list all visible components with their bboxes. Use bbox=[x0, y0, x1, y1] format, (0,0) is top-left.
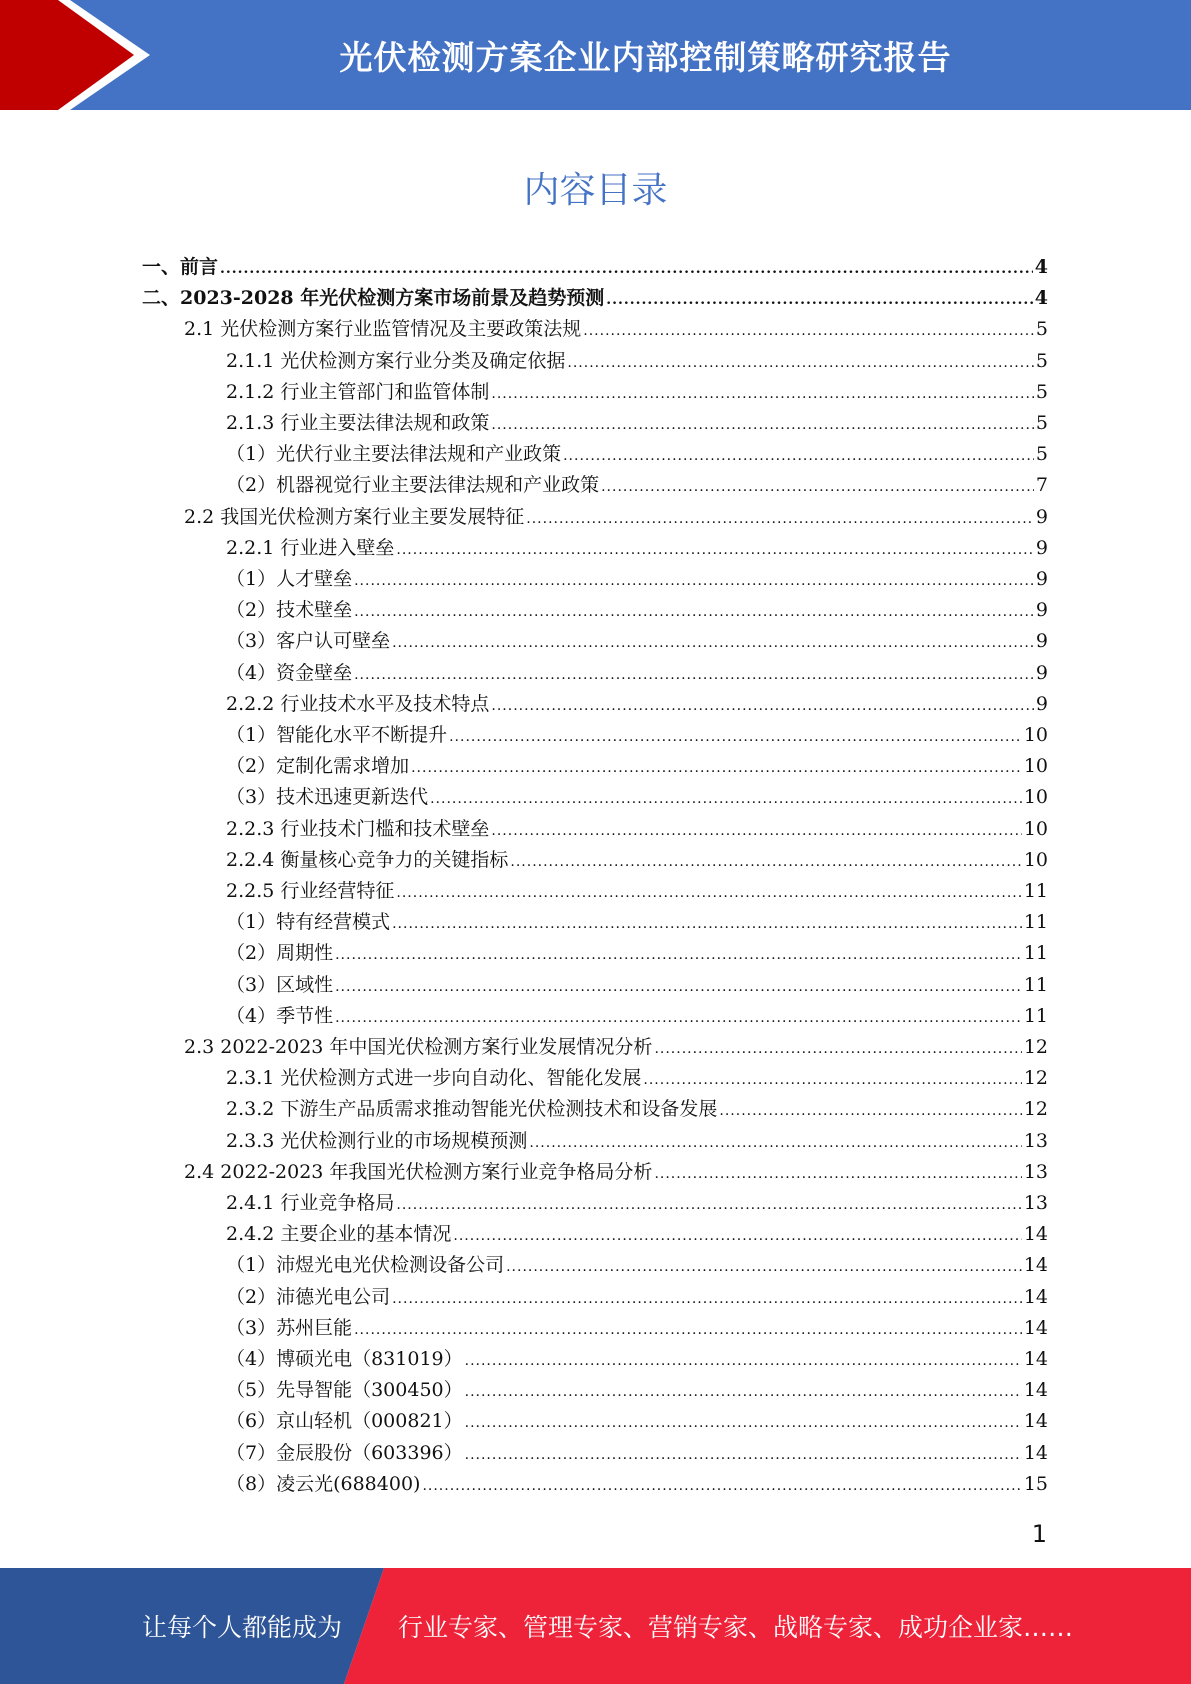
toc-entry-label: （2）周期性 bbox=[226, 942, 334, 964]
toc-entry-label: 2.2.4 衡量核心竞争力的关键指标 bbox=[226, 849, 509, 871]
toc-entry-page: 10 bbox=[1023, 849, 1048, 871]
toc-entry[interactable] bbox=[226, 1282, 1048, 1313]
toc-leader-dots bbox=[643, 1065, 1021, 1096]
toc-entry[interactable] bbox=[226, 533, 1048, 564]
toc-leader-dots bbox=[491, 816, 1021, 847]
toc-entry-page: 5 bbox=[1035, 443, 1048, 465]
toc-entry-page: 12 bbox=[1023, 1036, 1048, 1058]
toc-entry-page: 9 bbox=[1035, 506, 1048, 528]
toc-entry[interactable] bbox=[226, 595, 1048, 626]
toc-entry[interactable] bbox=[226, 377, 1048, 408]
toc-leader-dots bbox=[506, 1252, 1022, 1283]
toc-entry-label: （8）凌云光(688400) bbox=[226, 1473, 421, 1495]
toc-entry-label: 2.1.3 行业主要法律法规和政策 bbox=[226, 412, 490, 434]
toc-entry[interactable] bbox=[184, 1032, 1048, 1063]
toc-entry-page: 9 bbox=[1035, 537, 1048, 559]
toc-entry-label: （1）人才壁垒 bbox=[226, 568, 353, 590]
toc-entry-page: 10 bbox=[1023, 724, 1048, 746]
footer-slogan-left: 让每个人都能成为 bbox=[142, 1613, 343, 1642]
toc-entry-label: （3）技术迅速更新迭代 bbox=[226, 786, 429, 808]
toc-entry[interactable] bbox=[226, 1126, 1048, 1157]
toc-entry[interactable] bbox=[226, 439, 1048, 470]
toc-entry[interactable] bbox=[226, 1219, 1048, 1250]
toc-entry[interactable] bbox=[226, 1094, 1048, 1125]
toc-entry-label: 2.2.3 行业技术门槛和技术壁垒 bbox=[226, 818, 490, 840]
toc-entry[interactable] bbox=[226, 845, 1048, 876]
toc-entry-page: 7 bbox=[1035, 474, 1048, 496]
toc-entry-label: 2.3.3 光伏检测行业的市场规模预测 bbox=[226, 1130, 528, 1152]
toc-entry-page: 9 bbox=[1035, 568, 1048, 590]
toc-entry[interactable] bbox=[226, 658, 1048, 689]
toc-leader-dots bbox=[491, 691, 1034, 722]
toc-entry-page: 14 bbox=[1023, 1442, 1048, 1464]
toc-leader-dots bbox=[529, 1128, 1021, 1159]
toc-leader-dots bbox=[491, 379, 1034, 410]
toc-entry-label: 2.2.1 行业进入壁垒 bbox=[226, 537, 395, 559]
toc-leader-dots bbox=[567, 348, 1034, 379]
toc-entry-page: 11 bbox=[1023, 911, 1048, 933]
toc-entry[interactable] bbox=[226, 689, 1048, 720]
toc-entry-page: 5 bbox=[1035, 350, 1048, 372]
report-title: 光伏检测方案企业内部控制策略研究报告 bbox=[339, 37, 952, 77]
toc-heading: 内容目录 bbox=[523, 170, 668, 211]
toc-leader-dots bbox=[354, 566, 1034, 597]
toc-leader-dots bbox=[335, 940, 1022, 971]
toc-entry[interactable] bbox=[226, 1344, 1048, 1375]
toc-leader-dots bbox=[396, 1190, 1021, 1221]
toc-entry-page: 12 bbox=[1023, 1098, 1048, 1120]
toc-leader-dots bbox=[491, 410, 1034, 441]
toc-entry-page: 14 bbox=[1023, 1410, 1048, 1432]
toc-entry-label: （2）机器视觉行业主要法律法规和产业政策 bbox=[226, 474, 600, 496]
toc-entry-page: 11 bbox=[1023, 880, 1048, 902]
toc-entry-label: （1）智能化水平不断提升 bbox=[226, 724, 448, 746]
toc-entry-page: 4 bbox=[1034, 256, 1048, 278]
toc-entry-page: 12 bbox=[1023, 1067, 1048, 1089]
page-number: 1 bbox=[1031, 1520, 1047, 1548]
toc-entry-label: （5）先导智能（300450） bbox=[226, 1379, 463, 1401]
toc-entry-label: （7）金辰股份（603396） bbox=[226, 1442, 463, 1464]
toc-entry-page: 9 bbox=[1035, 693, 1048, 715]
toc-entry-page: 4 bbox=[1034, 287, 1048, 309]
toc-entry-label: 2.3 2022-2023 年中国光伏检测方案行业发展情况分析 bbox=[184, 1036, 653, 1058]
toc-entry-label: （3）客户认可壁垒 bbox=[226, 630, 391, 652]
toc-entry-label: （2）定制化需求增加 bbox=[226, 755, 410, 777]
toc-entry-page: 5 bbox=[1035, 381, 1048, 403]
toc-entry-page: 5 bbox=[1035, 318, 1048, 340]
toc-entry[interactable] bbox=[226, 876, 1048, 907]
toc-entry-page: 14 bbox=[1023, 1254, 1048, 1276]
toc-entry[interactable] bbox=[226, 1406, 1048, 1437]
toc-entry-page: 11 bbox=[1023, 1005, 1048, 1027]
toc-entry-label: 2.2 我国光伏检测方案行业主要发展特征 bbox=[184, 506, 525, 528]
toc-entry[interactable] bbox=[226, 346, 1048, 377]
toc-entry-page: 9 bbox=[1035, 630, 1048, 652]
toc-entry-page: 13 bbox=[1023, 1161, 1048, 1183]
toc-leader-dots bbox=[220, 254, 1033, 285]
toc-entry-label: （6）京山轻机（000821） bbox=[226, 1410, 463, 1432]
toc-entry-page: 14 bbox=[1023, 1223, 1048, 1245]
toc-entry[interactable] bbox=[226, 814, 1048, 845]
toc-entry[interactable] bbox=[226, 720, 1048, 751]
toc-entry-page: 10 bbox=[1023, 818, 1048, 840]
toc-entry[interactable] bbox=[226, 626, 1048, 657]
toc-entry[interactable] bbox=[226, 564, 1048, 595]
toc-entry[interactable] bbox=[226, 970, 1048, 1001]
toc-leader-dots bbox=[392, 628, 1034, 659]
toc-entry-label: 一、前言 bbox=[142, 256, 219, 278]
toc-leader-dots bbox=[453, 1221, 1021, 1252]
toc-entry-label: 2.4.2 主要企业的基本情况 bbox=[226, 1223, 452, 1245]
toc-leader-dots bbox=[422, 1471, 1021, 1502]
toc-entry-label: 2.3.1 光伏检测方式进一步向自动化、智能化发展 bbox=[226, 1067, 642, 1089]
header-banner bbox=[0, 0, 1191, 110]
toc-entry[interactable] bbox=[226, 751, 1048, 782]
toc-entry-label: （3）区域性 bbox=[226, 974, 334, 996]
toc-leader-dots bbox=[354, 1315, 1022, 1346]
toc-entry-page: 14 bbox=[1023, 1379, 1048, 1401]
toc-entry-label: 2.1.2 行业主管部门和监管体制 bbox=[226, 381, 490, 403]
toc-entry[interactable] bbox=[142, 252, 1048, 283]
toc-entry-label: 2.1 光伏检测方案行业监管情况及主要政策法规 bbox=[184, 318, 582, 340]
toc-entry-label: 2.4.1 行业竞争格局 bbox=[226, 1192, 395, 1214]
toc-leader-dots bbox=[465, 1346, 1022, 1377]
toc-entry[interactable] bbox=[226, 1250, 1048, 1281]
toc-entry-page: 10 bbox=[1023, 786, 1048, 808]
toc-entry[interactable] bbox=[226, 1469, 1048, 1500]
toc-leader-dots bbox=[354, 597, 1034, 628]
toc-entry-page: 14 bbox=[1023, 1348, 1048, 1370]
toc-leader-dots bbox=[583, 316, 1034, 347]
toc-entry[interactable] bbox=[226, 1188, 1048, 1219]
toc-entry[interactable] bbox=[184, 314, 1048, 345]
toc-entry-label: 2.1.1 光伏检测方案行业分类及确定依据 bbox=[226, 350, 566, 372]
toc-entry-label: （2）沛德光电公司 bbox=[226, 1286, 391, 1308]
toc-leader-dots bbox=[719, 1096, 1021, 1127]
toc-leader-dots bbox=[354, 660, 1034, 691]
toc-entry-label: （3）苏州巨能 bbox=[226, 1317, 353, 1339]
toc-leader-dots bbox=[392, 1284, 1022, 1315]
toc-entry[interactable] bbox=[226, 782, 1048, 813]
toc-entry[interactable] bbox=[226, 408, 1048, 439]
toc-leader-dots bbox=[465, 1408, 1022, 1439]
toc-leader-dots bbox=[392, 909, 1022, 940]
toc-entry-page: 11 bbox=[1023, 974, 1048, 996]
toc-entry-page: 14 bbox=[1023, 1317, 1048, 1339]
toc-entry-label: （1）光伏行业主要法律法规和产业政策 bbox=[226, 443, 562, 465]
toc-entry[interactable] bbox=[226, 1313, 1048, 1344]
toc-entry[interactable] bbox=[226, 1063, 1048, 1094]
toc-entry-label: 2.4 2022-2023 年我国光伏检测方案行业竞争格局分析 bbox=[184, 1161, 653, 1183]
toc-entry-label: 2.2.5 行业经营特征 bbox=[226, 880, 395, 902]
toc-leader-dots bbox=[510, 847, 1021, 878]
toc-leader-dots bbox=[430, 784, 1022, 815]
toc-leader-dots bbox=[465, 1377, 1022, 1408]
footer-slogan-right: 行业专家、管理专家、营销专家、战略专家、成功企业家…… bbox=[398, 1613, 1074, 1642]
toc-leader-dots bbox=[465, 1440, 1022, 1471]
toc-entry[interactable] bbox=[226, 938, 1048, 969]
toc-entry-page: 9 bbox=[1035, 662, 1048, 684]
toc-leader-dots bbox=[563, 441, 1034, 472]
toc-entry-label: （4）博硕光电（831019） bbox=[226, 1348, 463, 1370]
toc-leader-dots bbox=[601, 472, 1034, 503]
toc-entry-label: （1）特有经营模式 bbox=[226, 911, 391, 933]
toc-entry-label: （4）季节性 bbox=[226, 1005, 334, 1027]
toc-entry[interactable] bbox=[184, 502, 1048, 533]
toc-leader-dots bbox=[411, 753, 1022, 784]
toc-entry-page: 13 bbox=[1023, 1130, 1048, 1152]
toc-entry[interactable] bbox=[226, 1001, 1048, 1032]
toc-entry-label: 二、2023-2028 年光伏检测方案市场前景及趋势预测 bbox=[142, 287, 605, 309]
toc-entry-page: 13 bbox=[1023, 1192, 1048, 1214]
toc-entry-page: 14 bbox=[1023, 1286, 1048, 1308]
toc-entry-page: 11 bbox=[1023, 942, 1048, 964]
toc-leader-dots bbox=[449, 722, 1022, 753]
toc-entry-page: 10 bbox=[1023, 755, 1048, 777]
toc-leader-dots bbox=[396, 535, 1034, 566]
toc-entry-label: 2.3.2 下游生产品质需求推动智能光伏检测技术和设备发展 bbox=[226, 1098, 718, 1120]
footer-banner bbox=[0, 1568, 1191, 1684]
toc-entry-label: （2）技术壁垒 bbox=[226, 599, 353, 621]
toc-leader-dots bbox=[335, 1003, 1022, 1034]
toc-entry[interactable] bbox=[226, 1438, 1048, 1469]
toc-entry-label: （4）资金壁垒 bbox=[226, 662, 353, 684]
toc-entry[interactable] bbox=[226, 470, 1048, 501]
toc-leader-dots bbox=[654, 1159, 1021, 1190]
toc-leader-dots bbox=[335, 972, 1022, 1003]
toc-leader-dots bbox=[606, 285, 1033, 316]
toc-entry[interactable] bbox=[184, 1157, 1048, 1188]
toc-entry-page: 9 bbox=[1035, 599, 1048, 621]
toc-entry-page: 5 bbox=[1035, 412, 1048, 434]
toc-entry-label: 2.2.2 行业技术水平及技术特点 bbox=[226, 693, 490, 715]
toc-entry-page: 15 bbox=[1023, 1473, 1048, 1495]
toc-leader-dots bbox=[654, 1034, 1021, 1065]
toc-entry[interactable] bbox=[142, 283, 1048, 314]
toc-entry[interactable] bbox=[226, 907, 1048, 938]
toc-leader-dots bbox=[396, 878, 1021, 909]
toc-entry[interactable] bbox=[226, 1375, 1048, 1406]
toc-entry-label: （1）沛煜光电光伏检测设备公司 bbox=[226, 1254, 505, 1276]
toc-leader-dots bbox=[526, 504, 1034, 535]
